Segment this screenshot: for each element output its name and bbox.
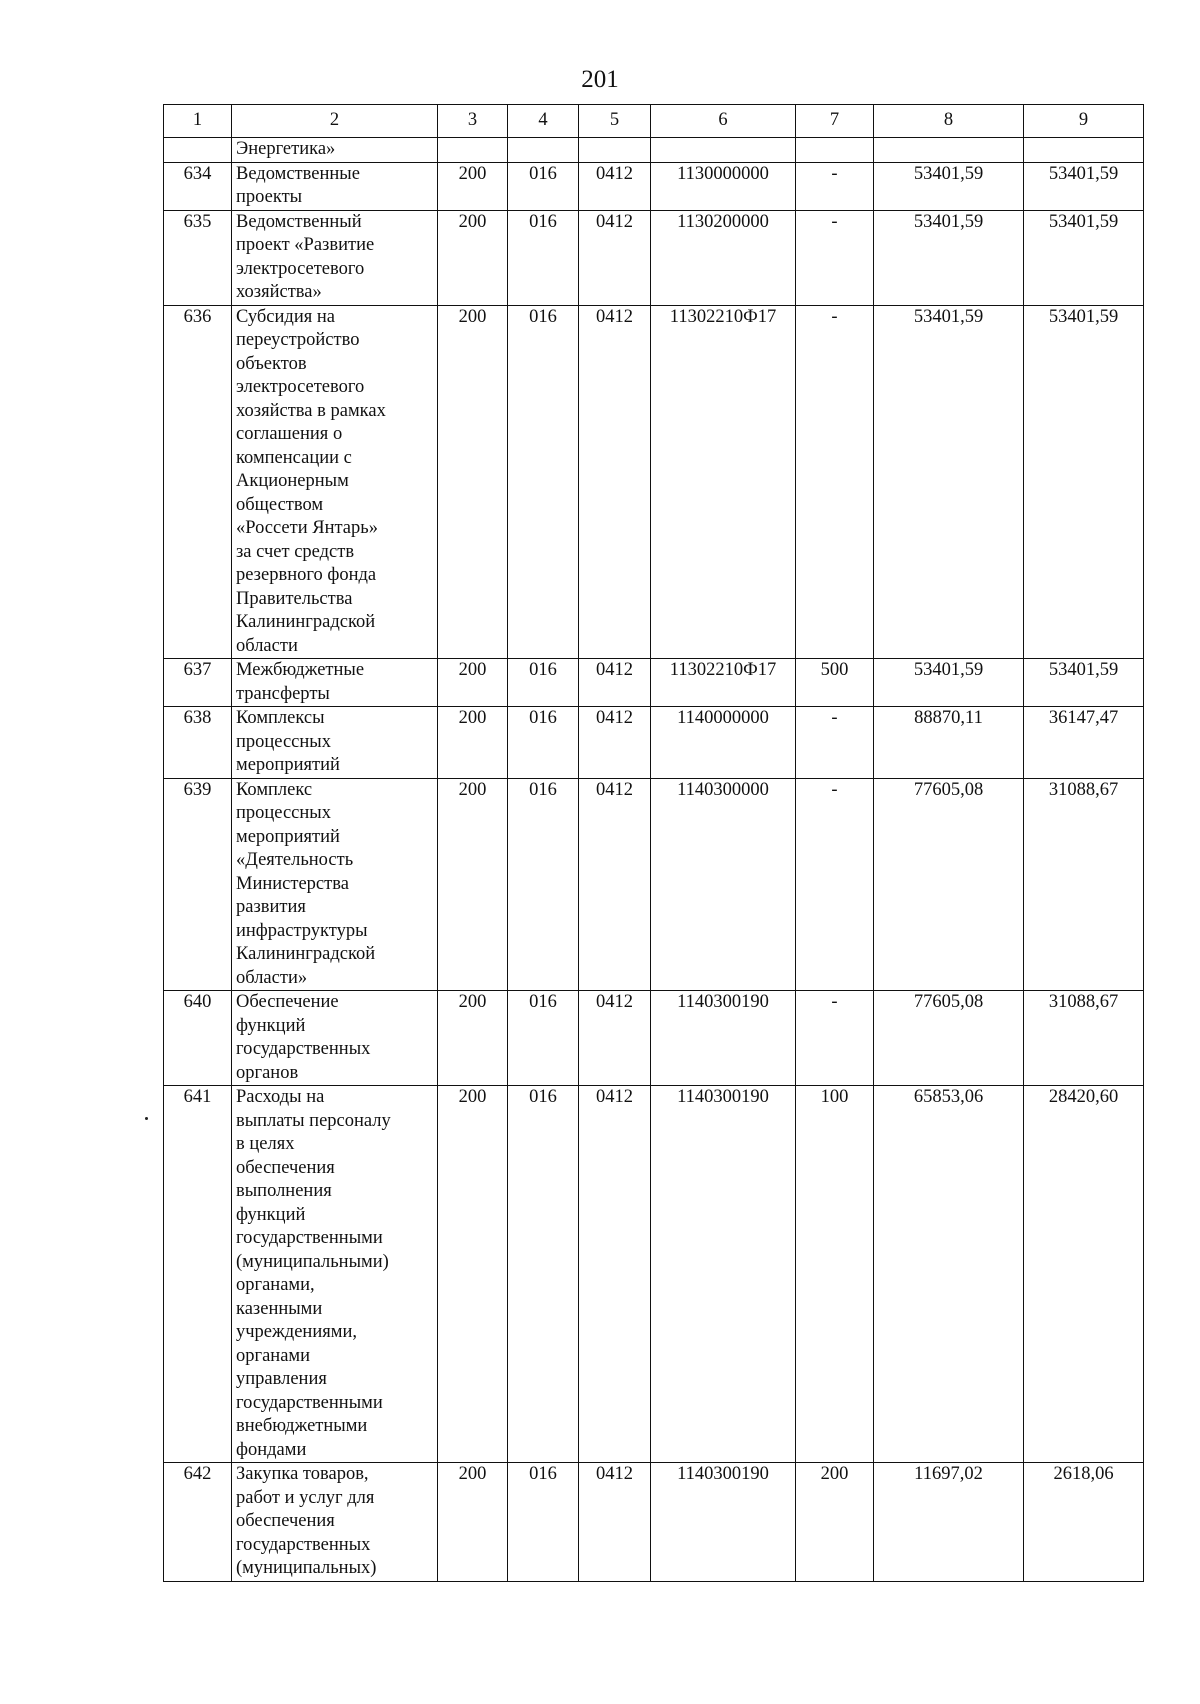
cell-c3 xyxy=(438,991,508,1086)
cell-c3 xyxy=(438,210,508,305)
table-row xyxy=(164,707,1144,779)
cell-text: 11302210Ф17 xyxy=(669,306,777,327)
cell-text: 016 xyxy=(529,211,557,232)
cell-text: 200 xyxy=(458,708,487,728)
cell-text: Обеспечение функций государственных органов xyxy=(236,992,371,1083)
cell-c1 xyxy=(164,991,232,1086)
cell-text: 635 xyxy=(183,211,212,232)
cell-c7 xyxy=(796,1086,874,1463)
cell-c8 xyxy=(874,778,1024,991)
cell-text: 1140300190 xyxy=(677,1087,769,1107)
cell-text: 1140000000 xyxy=(677,708,769,728)
cell-c5 xyxy=(579,778,651,991)
cell-text: 634 xyxy=(183,163,212,184)
cell-text: 200 xyxy=(458,163,487,184)
cell-c8 xyxy=(874,1463,1024,1582)
cell-text: 1130000000 xyxy=(677,163,769,184)
cell-text: 1140300190 xyxy=(677,1464,769,1484)
cell-text: 0412 xyxy=(596,660,633,680)
header-col-5: 5 xyxy=(579,105,651,138)
cell-c3 xyxy=(438,305,508,659)
cell-text: 200 xyxy=(458,1464,487,1484)
table-row xyxy=(164,778,1144,991)
cell-text: 88870,11 xyxy=(914,708,983,728)
cell-c1 xyxy=(164,659,232,707)
cell-c1 xyxy=(164,1086,232,1463)
header-col-2: 2 xyxy=(232,105,438,138)
cell-c4 xyxy=(508,1463,579,1582)
cell-c2 xyxy=(232,778,438,991)
header-row xyxy=(164,105,1144,138)
cell-c4 xyxy=(508,991,579,1086)
cell-text: 65853,06 xyxy=(913,1087,984,1107)
cell-c4 xyxy=(508,659,579,707)
cell-c5 xyxy=(579,1086,651,1463)
cell-c8 xyxy=(874,991,1024,1086)
cell-text: 53401,59 xyxy=(1048,211,1119,232)
cell-text: 638 xyxy=(183,708,212,728)
cell-c4 xyxy=(508,1086,579,1463)
cell-c8 xyxy=(874,707,1024,779)
cell-c2 xyxy=(232,991,438,1086)
cell-c8 xyxy=(874,162,1024,210)
cell-c9 xyxy=(1024,210,1144,305)
cell-c1 xyxy=(164,1463,232,1582)
cell-text: 11697,02 xyxy=(914,1464,983,1484)
cell-text: 636 xyxy=(183,306,212,327)
cell-text: 016 xyxy=(529,306,557,327)
cell-text: 0412 xyxy=(596,708,633,728)
cell-c6 xyxy=(651,778,796,991)
cell-text: 642 xyxy=(183,1464,212,1484)
page-number: 201 xyxy=(581,66,619,93)
cell-c3 xyxy=(438,138,508,163)
cell-c1 xyxy=(164,778,232,991)
cell-c6 xyxy=(651,305,796,659)
cell-c5 xyxy=(579,305,651,659)
cell-text: 77605,08 xyxy=(913,992,984,1012)
header-col-1: 1 xyxy=(164,105,232,138)
header-col-9: 9 xyxy=(1024,105,1144,138)
cell-c6 xyxy=(651,659,796,707)
cell-c4 xyxy=(508,138,579,163)
cell-c2 xyxy=(232,659,438,707)
cell-c5 xyxy=(579,138,651,163)
cell-text: 200 xyxy=(458,1087,487,1107)
cell-text: 0412 xyxy=(596,211,633,232)
cell-c5 xyxy=(579,707,651,779)
cell-text: 016 xyxy=(529,660,557,680)
cell-c3 xyxy=(438,1463,508,1582)
table-row xyxy=(164,305,1144,659)
cell-text: 36147,47 xyxy=(1048,708,1119,728)
cell-text: 200 xyxy=(458,306,487,327)
cell-c9 xyxy=(1024,305,1144,659)
cell-c9 xyxy=(1024,162,1144,210)
cell-text: - xyxy=(831,779,838,800)
table-row xyxy=(164,1463,1144,1582)
cell-c7 xyxy=(796,138,874,163)
cell-c3 xyxy=(438,659,508,707)
cell-text: - xyxy=(831,163,838,184)
cell-c3 xyxy=(438,162,508,210)
cell-text: 100 xyxy=(820,1087,849,1107)
cell-c1 xyxy=(164,162,232,210)
cell-text: 016 xyxy=(529,163,557,184)
cell-c2 xyxy=(232,1463,438,1582)
cell-text: 016 xyxy=(529,708,557,728)
scan-dot xyxy=(145,1117,148,1120)
cell-text: Расходы на выплаты персоналу в целях обеспечения выполнения функций государственными (муниципальными) органами, казенными учреждениями, органами управления государственными внебюджетными фондами xyxy=(236,1087,391,1460)
cell-text: 0412 xyxy=(596,1464,633,1484)
cell-c3 xyxy=(438,778,508,991)
cell-text: - xyxy=(831,211,838,232)
cell-text: Субсидия на переустройство объектов электросетевого хозяйства в рамках соглашения о компенсации с Акционерным обществом «Россети Янтарь» за счет средств резервного фонда Правительства Калининградской области xyxy=(236,306,386,656)
cell-c6 xyxy=(651,707,796,779)
cell-text: Ведомственный проект «Развитие электросетевого хозяйства» xyxy=(236,211,375,302)
cell-c9 xyxy=(1024,778,1144,991)
cell-c9 xyxy=(1024,138,1144,163)
header-col-8: 8 xyxy=(874,105,1024,138)
cell-text: 28420,60 xyxy=(1048,1087,1119,1107)
cell-text: Закупка товаров, работ и услуг для обеспечения государственных (муниципальных) xyxy=(236,1464,377,1578)
cell-c1 xyxy=(164,210,232,305)
table-row xyxy=(164,210,1144,305)
cell-text: 200 xyxy=(458,660,487,680)
cell-c8 xyxy=(874,210,1024,305)
cell-c7 xyxy=(796,707,874,779)
cell-c6 xyxy=(651,1086,796,1463)
cell-text: 11302210Ф17 xyxy=(669,660,777,680)
cell-c7 xyxy=(796,1463,874,1582)
cell-c3 xyxy=(438,707,508,779)
table-row xyxy=(164,991,1144,1086)
cell-text: 2618,06 xyxy=(1053,1464,1114,1484)
cell-text: 0412 xyxy=(596,163,633,184)
cell-text: Комплексы процессных мероприятий xyxy=(236,708,340,775)
cell-c9 xyxy=(1024,1463,1144,1582)
cell-c4 xyxy=(508,162,579,210)
cell-text: 53401,59 xyxy=(913,211,984,232)
cell-c1 xyxy=(164,138,232,163)
cell-c7 xyxy=(796,991,874,1086)
cell-text: 640 xyxy=(183,992,212,1012)
cell-c9 xyxy=(1024,659,1144,707)
cell-c2 xyxy=(232,707,438,779)
cell-c9 xyxy=(1024,1086,1144,1463)
cell-text: 200 xyxy=(458,779,487,800)
continuation-row xyxy=(164,138,1144,163)
cell-text: 53401,59 xyxy=(913,660,984,680)
cell-c2 xyxy=(232,305,438,659)
cell-c1 xyxy=(164,305,232,659)
cell-c5 xyxy=(579,1463,651,1582)
cell-c5 xyxy=(579,162,651,210)
table-row xyxy=(164,1086,1144,1463)
cell-c2: Энергетика» xyxy=(232,138,438,163)
header-col-4: 4 xyxy=(508,105,579,138)
cell-text: Комплекс процессных мероприятий «Деятельность Министерства развития инфраструктуры Калининградской области» xyxy=(236,779,376,988)
cell-c6 xyxy=(651,991,796,1086)
cell-text: 016 xyxy=(529,1087,557,1107)
cell-c4 xyxy=(508,778,579,991)
cell-c5 xyxy=(579,659,651,707)
cell-text: 53401,59 xyxy=(1048,306,1119,327)
cell-c6 xyxy=(651,162,796,210)
cell-text: 1140300190 xyxy=(677,992,769,1012)
cell-c6 xyxy=(651,210,796,305)
cell-c5 xyxy=(579,991,651,1086)
cell-c7 xyxy=(796,659,874,707)
cell-text: - xyxy=(831,992,838,1012)
cell-text: 31088,67 xyxy=(1048,779,1119,800)
cell-c8 xyxy=(874,659,1024,707)
cell-c2 xyxy=(232,210,438,305)
cell-text: 200 xyxy=(820,1464,849,1484)
cell-text: - xyxy=(831,306,838,327)
cell-text: 0412 xyxy=(596,992,633,1012)
cell-text: 200 xyxy=(458,211,487,232)
cell-text: 1130200000 xyxy=(677,211,769,232)
cell-text: 31088,67 xyxy=(1048,992,1119,1012)
cell-c8 xyxy=(874,138,1024,163)
cell-text: 641 xyxy=(183,1087,212,1107)
table-row xyxy=(164,162,1144,210)
cell-c8 xyxy=(874,305,1024,659)
cell-text: 1140300000 xyxy=(677,779,769,800)
cell-c2 xyxy=(232,162,438,210)
cell-c9 xyxy=(1024,991,1144,1086)
cell-text: 016 xyxy=(529,1464,557,1484)
cell-text: 53401,59 xyxy=(913,306,984,327)
cell-text: - xyxy=(831,708,838,728)
cell-text: Межбюджетные трансферты xyxy=(236,660,365,704)
cell-c2 xyxy=(232,1086,438,1463)
cell-c7 xyxy=(796,210,874,305)
cell-c7 xyxy=(796,162,874,210)
cell-text: 77605,08 xyxy=(913,779,984,800)
cell-c1 xyxy=(164,707,232,779)
cell-c4 xyxy=(508,210,579,305)
cell-text: 016 xyxy=(529,992,557,1012)
cell-text: 639 xyxy=(183,779,212,800)
cell-text: 53401,59 xyxy=(913,163,984,184)
header-col-7: 7 xyxy=(796,105,874,138)
table-row xyxy=(164,659,1144,707)
cell-text: 53401,59 xyxy=(1048,660,1119,680)
cell-c4 xyxy=(508,707,579,779)
cell-c5 xyxy=(579,210,651,305)
cell-text: Ведомственные проекты xyxy=(236,163,360,207)
cell-c6 xyxy=(651,1463,796,1582)
header-col-6: 6 xyxy=(651,105,796,138)
cell-text: 0412 xyxy=(596,1087,633,1107)
cell-c9 xyxy=(1024,707,1144,779)
cell-c3 xyxy=(438,1086,508,1463)
cell-c8 xyxy=(874,1086,1024,1463)
cell-text: 0412 xyxy=(596,306,633,327)
cell-text: 016 xyxy=(529,779,557,800)
budget-table xyxy=(163,104,1144,1582)
cell-c7 xyxy=(796,778,874,991)
cell-c6 xyxy=(651,138,796,163)
cell-c7 xyxy=(796,305,874,659)
cell-text: 500 xyxy=(820,660,849,680)
cell-text: 200 xyxy=(458,992,487,1012)
cell-text: 637 xyxy=(183,660,212,680)
header-col-3: 3 xyxy=(438,105,508,138)
cell-text: 0412 xyxy=(596,779,633,800)
cell-c4 xyxy=(508,305,579,659)
cell-text: 53401,59 xyxy=(1048,163,1119,184)
